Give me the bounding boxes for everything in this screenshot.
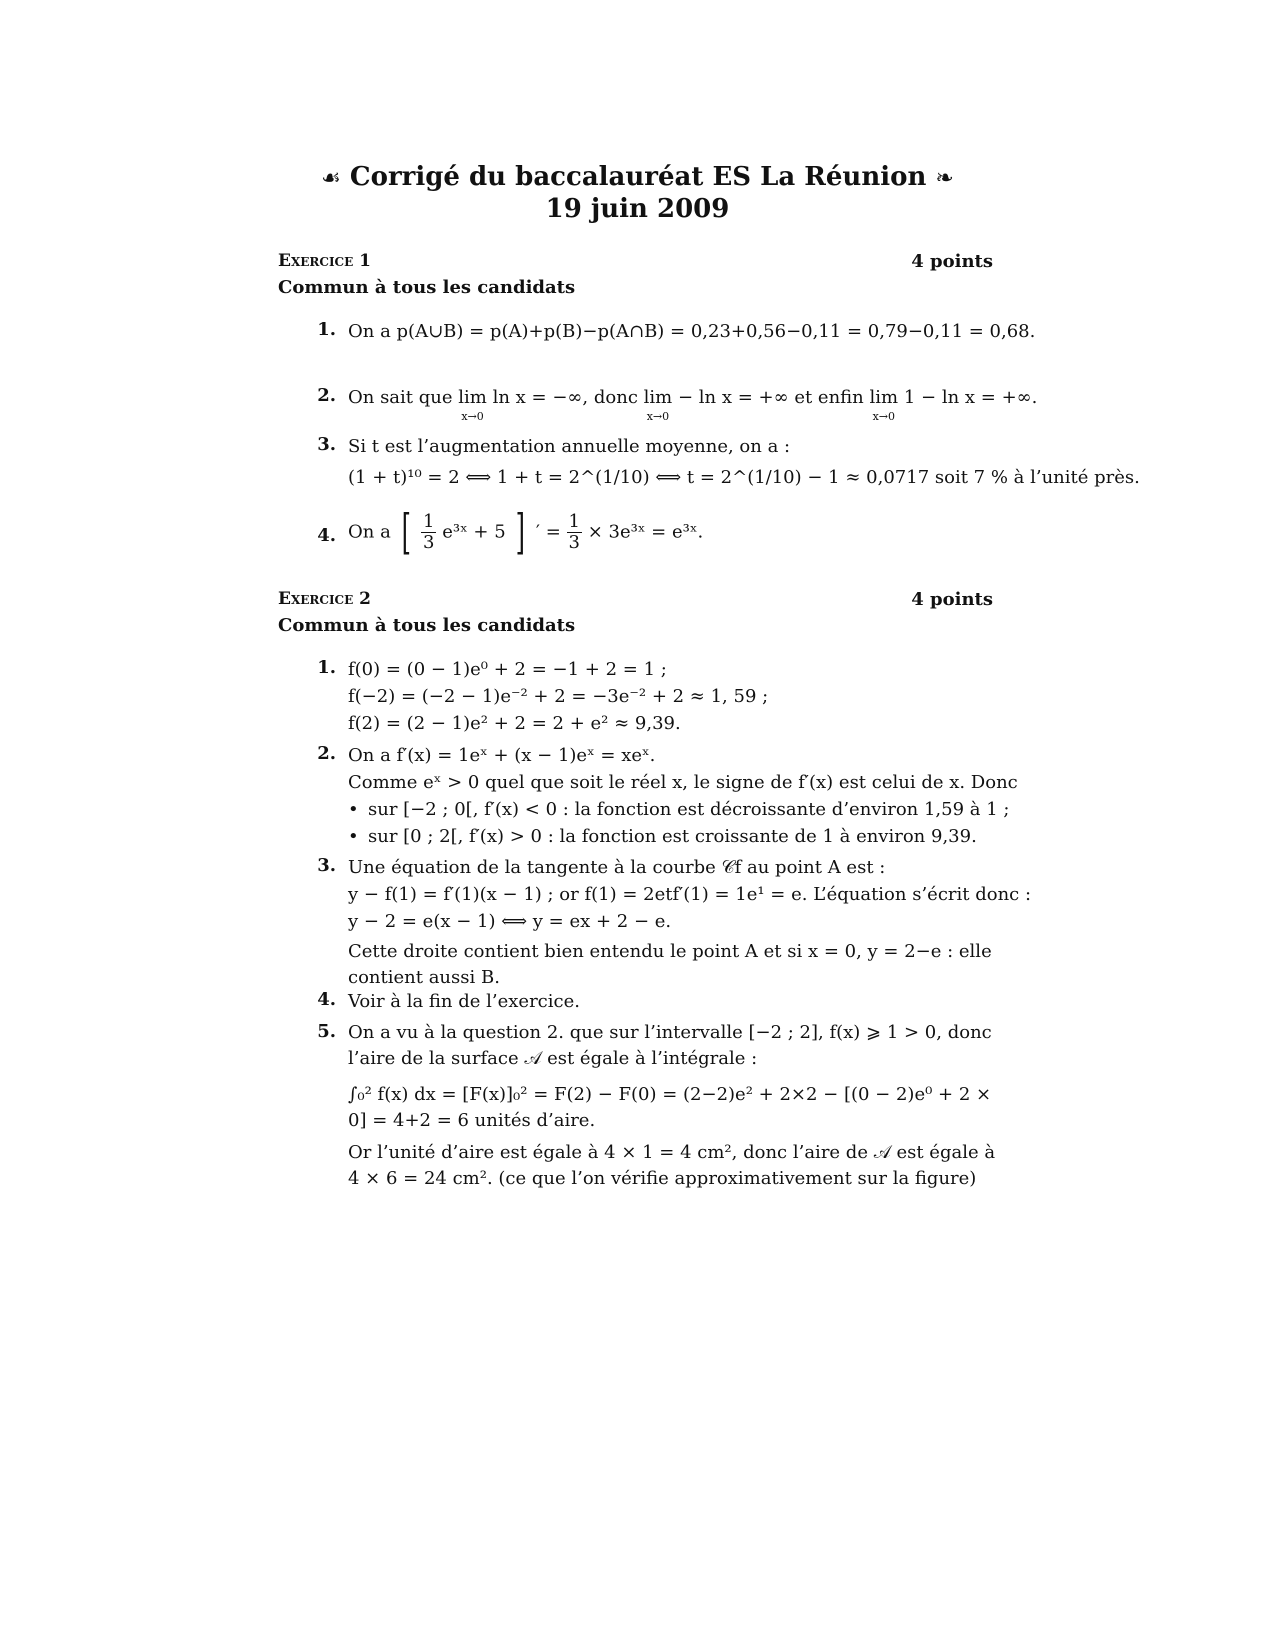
ex1-q4-inner: e³ˣ + 5 — [442, 521, 506, 543]
fraction-numerator: 1 — [423, 510, 435, 532]
document-title-line — [0, 162, 1275, 194]
bullet-icon: • — [348, 826, 359, 847]
list-item — [348, 823, 998, 850]
exercise-2-title: Exercice 2 — [278, 589, 371, 609]
exercise-2-points: 4 points — [911, 589, 993, 610]
ornament-left-icon: ☙ — [321, 166, 341, 191]
bracket-close: ] — [516, 504, 526, 560]
ex1-q2-part-d: 1 − ln x = +∞. — [903, 387, 1038, 408]
document-date: 19 juin 2009 — [545, 194, 730, 224]
ex2-q5-integral: ∫₀² f(x) dx = [F(x)]₀² = F(2) − F(0) = (2−2)e² + 2×2 − [(0 − 2)e⁰ + 2 × 0] = 4+2 = 6 unités d’aire. — [348, 1084, 992, 1131]
question-number: 3. — [317, 855, 336, 876]
bullet-icon: • — [348, 799, 359, 820]
ex1-q2-part-c: − ln x = +∞ et enfin — [677, 387, 864, 408]
fraction — [421, 512, 436, 553]
ex2-q2-bullet-1: sur [−2 ; 0[, f′(x) < 0 : la fonction est décroissante d’environ 1,59 à 1 ; — [368, 799, 1010, 820]
limit-subscript: x→0 — [872, 410, 896, 423]
document-header — [0, 162, 1275, 224]
exercise-2-subtitle: Commun à tous les candidats — [278, 615, 576, 637]
ex1-q2-text — [348, 384, 1038, 423]
limit-subscript: x→0 — [646, 410, 670, 423]
fraction — [567, 512, 582, 553]
question-number: 4. — [317, 989, 336, 1010]
limit-label: lim — [458, 387, 487, 408]
fraction-numerator: 1 — [568, 510, 580, 532]
document-title: Corrigé du baccalauréat ES La Réunion — [349, 162, 927, 192]
question-number: 5. — [317, 1021, 336, 1042]
list-item — [348, 796, 1010, 823]
limit-label: lim — [869, 387, 899, 408]
ex2-q5-line-1: On a vu à la question 2. que sur l’intervalle [−2 ; 2], f(x) ⩾ 1 > 0, donc l’aire de la surface 𝒜 est égale à l’intégrale : — [348, 1022, 992, 1069]
ex1-q4-part-b: ′ = — [535, 521, 561, 543]
ex2-q2-bullet-2: sur [0 ; 2[, f′(x) > 0 : la fonction est croissante de 1 à environ 9,39. — [368, 826, 977, 847]
ex2-q3-line-1: Une équation de la tangente à la courbe 𝒞f au point A est : — [348, 857, 886, 878]
ex1-q4-part-c: × 3e³ˣ = e³ˣ. — [587, 521, 704, 543]
question-number: 1. — [317, 319, 336, 340]
exercise-2-header — [278, 588, 993, 637]
ex2-q1-line-2: f(−2) = (−2 − 1)e⁻² + 2 = −3e⁻² + 2 ≈ 1, 59 ; — [348, 686, 769, 707]
ex2-q3-line-3: y − 2 = e(x − 1) ⟺ y = ex + 2 − e. — [348, 911, 672, 932]
limit-operator — [458, 384, 487, 423]
ex1-q4-part-a: On a — [348, 521, 391, 543]
ex1-q2-part-b: ln x = −∞, donc — [492, 387, 638, 408]
exercise-1-title: Exercice 1 — [278, 251, 371, 271]
question-number: 3. — [317, 434, 336, 455]
ex1-q3-line-1: Si t est l’augmentation annuelle moyenne, on a : — [348, 436, 791, 457]
limit-subscript: x→0 — [461, 410, 484, 423]
ex1-q1-text: On a p(A∪B) = p(A)+p(B)−p(A∩B) = 0,23+0,56−0,11 = 0,79−0,11 = 0,68. — [348, 321, 1036, 342]
ex2-q1-line-3: f(2) = (2 − 1)e² + 2 = 2 + e² ≈ 9,39. — [348, 713, 681, 734]
ex2-q4-text: Voir à la fin de l’exercice. — [348, 991, 580, 1012]
ex2-q3-line-4: Cette droite contient bien entendu le point A et si x = 0, y = 2−e : elle contient aussi B. — [348, 941, 992, 988]
question-number: 1. — [317, 657, 336, 678]
limit-operator — [643, 384, 673, 423]
exercise-1-header — [278, 250, 993, 299]
exercise-1-subtitle: Commun à tous les candidats — [278, 277, 576, 299]
ex2-q2-line-1: On a f′(x) = 1eˣ + (x − 1)eˣ = xeˣ. — [348, 745, 656, 766]
bracket-open: [ — [401, 504, 411, 560]
ornament-right-icon: ❧ — [935, 166, 954, 191]
fraction-denominator: 3 — [568, 531, 580, 553]
limit-operator — [869, 384, 899, 423]
ex1-q2-part-a: On sait que — [348, 387, 453, 408]
fraction-denominator: 3 — [423, 531, 435, 553]
ex2-q1-line-1: f(0) = (0 − 1)e⁰ + 2 = −1 + 2 = 1 ; — [348, 659, 667, 680]
question-number: 2. — [317, 743, 336, 764]
ex2-q5-line-3: Or l’unité d’aire est égale à 4 × 1 = 4 cm², donc l’aire de 𝒜 est égale à 4 × 6 = 24 cm². (ce que l’on vérifie approximativement sur la figure) — [348, 1142, 996, 1189]
question-number: 4. — [317, 525, 336, 546]
question-number: 2. — [317, 385, 336, 406]
ex2-q2-line-2: Comme eˣ > 0 quel que soit le réel x, le signe de f′(x) est celui de x. Donc — [348, 772, 1018, 793]
ex2-q3-line-2: y − f(1) = f′(1)(x − 1) ; or f(1) = 2etf′(1) = 1e¹ = e. L’équation s’écrit donc : — [348, 884, 1032, 905]
ex1-q3-line-2: (1 + t)¹⁰ = 2 ⟺ 1 + t = 2^(1/10) ⟺ t = 2^(1/10) − 1 ≈ 0,0717 soit 7 % à l’unité près. — [348, 467, 1140, 488]
limit-label: lim — [643, 387, 673, 408]
exercise-1-points: 4 points — [911, 251, 993, 272]
